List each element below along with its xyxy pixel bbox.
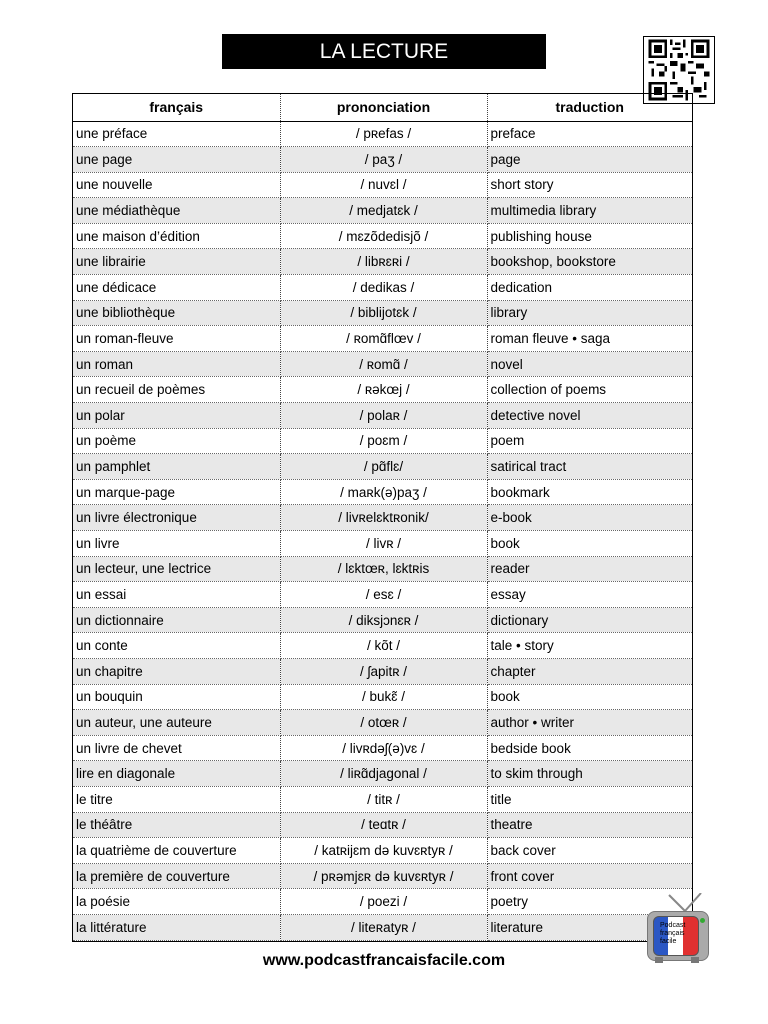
cell-traduction: e-book	[487, 505, 692, 531]
cell-prononciation: / titʀ /	[280, 786, 487, 812]
cell-prononciation: / diksjɔnɛʀ /	[280, 607, 487, 633]
cell-traduction: publishing house	[487, 223, 692, 249]
cell-francais: la quatrième de couverture	[73, 838, 280, 864]
table-row	[73, 863, 692, 889]
cell-francais: une dédicace	[73, 275, 280, 301]
cell-traduction: reader	[487, 556, 692, 582]
cell-francais: un pamphlet	[73, 454, 280, 480]
cell-prononciation: / otœʀ /	[280, 710, 487, 736]
cell-traduction: satirical tract	[487, 454, 692, 480]
cell-francais: lire en diagonale	[73, 761, 280, 787]
table-row	[73, 658, 692, 684]
cell-francais: un roman	[73, 351, 280, 377]
cell-traduction: short story	[487, 172, 692, 198]
table-row	[73, 582, 692, 608]
table-row	[73, 223, 692, 249]
cell-traduction: back cover	[487, 838, 692, 864]
cell-traduction: bookmark	[487, 479, 692, 505]
cell-prononciation: / pʀefas /	[280, 121, 487, 147]
cell-traduction: page	[487, 147, 692, 173]
cell-prononciation: / livʀelɛktʀonik/	[280, 505, 487, 531]
table-row	[73, 403, 692, 429]
cell-traduction: collection of poems	[487, 377, 692, 403]
table-row	[73, 147, 692, 173]
cell-francais: la littérature	[73, 914, 280, 940]
cell-traduction: to skim through	[487, 761, 692, 787]
cell-prononciation: / pʀəmjɛʀ də kuvɛʀtyʀ /	[280, 863, 487, 889]
table-row	[73, 351, 692, 377]
header-traduction: traduction	[487, 94, 692, 121]
cell-traduction: novel	[487, 351, 692, 377]
cell-francais: un auteur, une auteure	[73, 710, 280, 736]
table-row	[73, 812, 692, 838]
table-row	[73, 249, 692, 275]
table-row	[73, 684, 692, 710]
cell-francais: un recueil de poèmes	[73, 377, 280, 403]
cell-traduction: book	[487, 684, 692, 710]
table-row	[73, 556, 692, 582]
cell-francais: un poème	[73, 428, 280, 454]
cell-prononciation: / katʀijɛm də kuvɛʀtyʀ /	[280, 838, 487, 864]
cell-prononciation: / paʒ /	[280, 147, 487, 173]
cell-prononciation: / poɛm /	[280, 428, 487, 454]
cell-prononciation: / liʀɑ̃djagonal /	[280, 761, 487, 787]
table-row	[73, 633, 692, 659]
tv-logo-icon	[645, 893, 711, 965]
cell-traduction: book	[487, 531, 692, 557]
table-row	[73, 300, 692, 326]
table-row	[73, 275, 692, 301]
table-row	[73, 889, 692, 915]
cell-traduction: dictionary	[487, 607, 692, 633]
cell-francais: le théâtre	[73, 812, 280, 838]
vocabulary-table	[73, 94, 692, 941]
table-body	[73, 121, 692, 940]
cell-francais: un roman-fleuve	[73, 326, 280, 352]
cell-prononciation: / esɛ /	[280, 582, 487, 608]
cell-traduction: dedication	[487, 275, 692, 301]
cell-prononciation: / ʀomɑ̃ /	[280, 351, 487, 377]
cell-prononciation: / bukɛ̃ /	[280, 684, 487, 710]
cell-prononciation: / ʃapitʀ /	[280, 658, 487, 684]
cell-traduction: preface	[487, 121, 692, 147]
cell-traduction: theatre	[487, 812, 692, 838]
table-row	[73, 172, 692, 198]
cell-francais: un marque-page	[73, 479, 280, 505]
cell-prononciation: / ʀəkœj /	[280, 377, 487, 403]
cell-prononciation: / biblijotɛk /	[280, 300, 487, 326]
table-header-row	[73, 94, 692, 121]
table-row	[73, 479, 692, 505]
cell-francais: la poésie	[73, 889, 280, 915]
cell-traduction: literature	[487, 914, 692, 940]
cell-prononciation: / nuvɛl /	[280, 172, 487, 198]
cell-francais: une nouvelle	[73, 172, 280, 198]
cell-traduction: title	[487, 786, 692, 812]
cell-traduction: detective novel	[487, 403, 692, 429]
table-row	[73, 531, 692, 557]
table-row	[73, 838, 692, 864]
header-francais: français	[73, 94, 280, 121]
cell-francais: un dictionnaire	[73, 607, 280, 633]
cell-prononciation: / kõt /	[280, 633, 487, 659]
table-row	[73, 326, 692, 352]
cell-prononciation: / livʀdəʃ(ə)vɛ /	[280, 735, 487, 761]
cell-traduction: bookshop, bookstore	[487, 249, 692, 275]
cell-traduction: roman fleuve • saga	[487, 326, 692, 352]
cell-prononciation: / teɑtʀ /	[280, 812, 487, 838]
cell-prononciation: / liteʀatyʀ /	[280, 914, 487, 940]
cell-prononciation: / lɛktœʀ, lɛktʀis	[280, 556, 487, 582]
cell-prononciation: / medjatɛk /	[280, 198, 487, 224]
cell-francais: un livre de chevet	[73, 735, 280, 761]
cell-francais: une préface	[73, 121, 280, 147]
cell-traduction: tale • story	[487, 633, 692, 659]
cell-francais: un chapitre	[73, 658, 280, 684]
cell-francais: une maison d’édition	[73, 223, 280, 249]
cell-traduction: front cover	[487, 863, 692, 889]
cell-prononciation: / libʀɛʀi /	[280, 249, 487, 275]
website-url[interactable]: www.podcastfrancaisfacile.com	[262, 952, 506, 969]
cell-francais: un lecteur, une lectrice	[73, 556, 280, 582]
cell-traduction: bedside book	[487, 735, 692, 761]
page-title: LA LECTURE	[222, 34, 546, 69]
table-row	[73, 735, 692, 761]
vocabulary-table-container	[72, 93, 693, 942]
cell-traduction: poem	[487, 428, 692, 454]
cell-prononciation: / ʀomɑ̃flœv /	[280, 326, 487, 352]
cell-traduction: library	[487, 300, 692, 326]
cell-francais: une bibliothèque	[73, 300, 280, 326]
cell-prononciation: / livʀ /	[280, 531, 487, 557]
cell-prononciation: / polaʀ /	[280, 403, 487, 429]
table-row	[73, 607, 692, 633]
cell-francais: une librairie	[73, 249, 280, 275]
cell-prononciation: / dedikas /	[280, 275, 487, 301]
table-row	[73, 761, 692, 787]
cell-prononciation: / mɛzõdedisjõ /	[280, 223, 487, 249]
table-row	[73, 428, 692, 454]
header-prononciation: prononciation	[280, 94, 487, 121]
table-row	[73, 121, 692, 147]
cell-francais: une médiathèque	[73, 198, 280, 224]
logo-text: Podcast français facile	[660, 922, 686, 945]
table-row	[73, 786, 692, 812]
cell-francais: un conte	[73, 633, 280, 659]
cell-traduction: poetry	[487, 889, 692, 915]
cell-francais: un livre électronique	[73, 505, 280, 531]
cell-traduction: chapter	[487, 658, 692, 684]
cell-prononciation: / pɑ̃flɛ/	[280, 454, 487, 480]
cell-francais: un polar	[73, 403, 280, 429]
cell-prononciation: / poezi /	[280, 889, 487, 915]
table-row	[73, 454, 692, 480]
table-row	[73, 377, 692, 403]
cell-francais: un essai	[73, 582, 280, 608]
cell-traduction: multimedia library	[487, 198, 692, 224]
cell-francais: le titre	[73, 786, 280, 812]
table-row	[73, 505, 692, 531]
cell-francais: la première de couverture	[73, 863, 280, 889]
table-row	[73, 914, 692, 940]
table-row	[73, 710, 692, 736]
cell-francais: un livre	[73, 531, 280, 557]
cell-francais: un bouquin	[73, 684, 280, 710]
cell-traduction: essay	[487, 582, 692, 608]
cell-traduction: author • writer	[487, 710, 692, 736]
cell-francais: une page	[73, 147, 280, 173]
table-row	[73, 198, 692, 224]
cell-prononciation: / maʀk(ə)paʒ /	[280, 479, 487, 505]
